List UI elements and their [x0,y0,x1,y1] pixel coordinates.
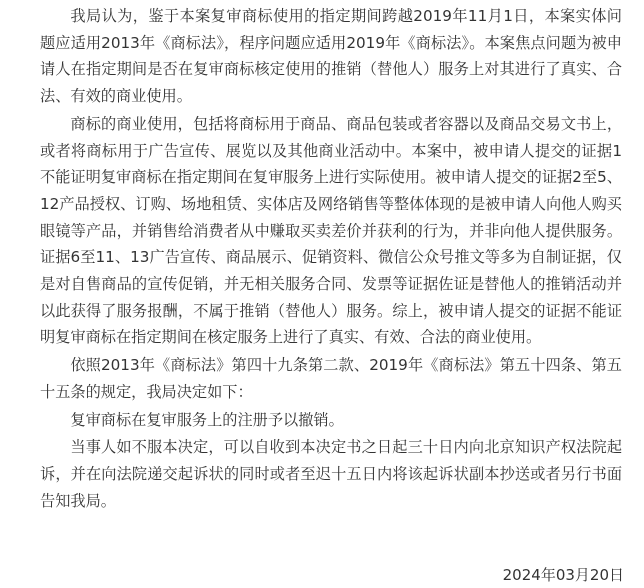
paragraph-commercial-use: 商标的商业使用，包括将商标用于商品、商品包装或者容器以及商品交易文书上，或者将商标用于广告宣传、展览以及其他商业活动中。本案中，被申请人提交的证据1不能证明复审商标在指定期间在复审服务上进行实际使用。被申请人提交的证据2至5、12产品授权、订购、场地租赁、实体店及网络销售等整体体现的是被申请人向他人购买眼镜等产品，并销售给消费者从中赚取买卖差价并获利的行为，并非向他人提供服务。证据6至11、13广告宣传、商品展示、促销资料、微信公众号推文等多为自制证据，仅是对自售商品的宣传促销，并无相关服务合同、发票等证据佐证是替他人的推销活动并以此获得了服务报酬，不属于推销（替他人）服务。综上，被申请人提交的证据不能证明复审商标在指定期间在核定服务上进行了真实、有效、合法的商业使用。 [40,114,622,347]
paragraph-appeal-notice: 当事人如不服本决定，可以自收到本决定书之日起三十日内向北京知识产权法院起诉，并在向法院递交起诉状的同时或者至迟十五日内将该起诉状副本抄送或者另行书面告知我局。 [40,438,622,510]
paragraph-legal-basis: 依照2013年《商标法》第四十九条第二款、2019年《商标法》第五十四条、第五十五条的规定，我局决定如下： [40,356,622,401]
paragraph-reasoning: 我局认为，鉴于本案复审商标使用的指定期间跨越2019年11月1日，本案实体问题应适用2013年《商标法》，程序问题应适用2019年《商标法》。本案焦点问题为被申请人在指定期间是否在复审商标核定使用的推销（替他人）服务上对其进行了真实、合法、有效的商业使用。 [40,7,622,106]
document-date: 2024年03月20日 [502,566,624,584]
paragraph-decision: 复审商标在复审服务上的注册予以撤销。 [70,410,344,429]
